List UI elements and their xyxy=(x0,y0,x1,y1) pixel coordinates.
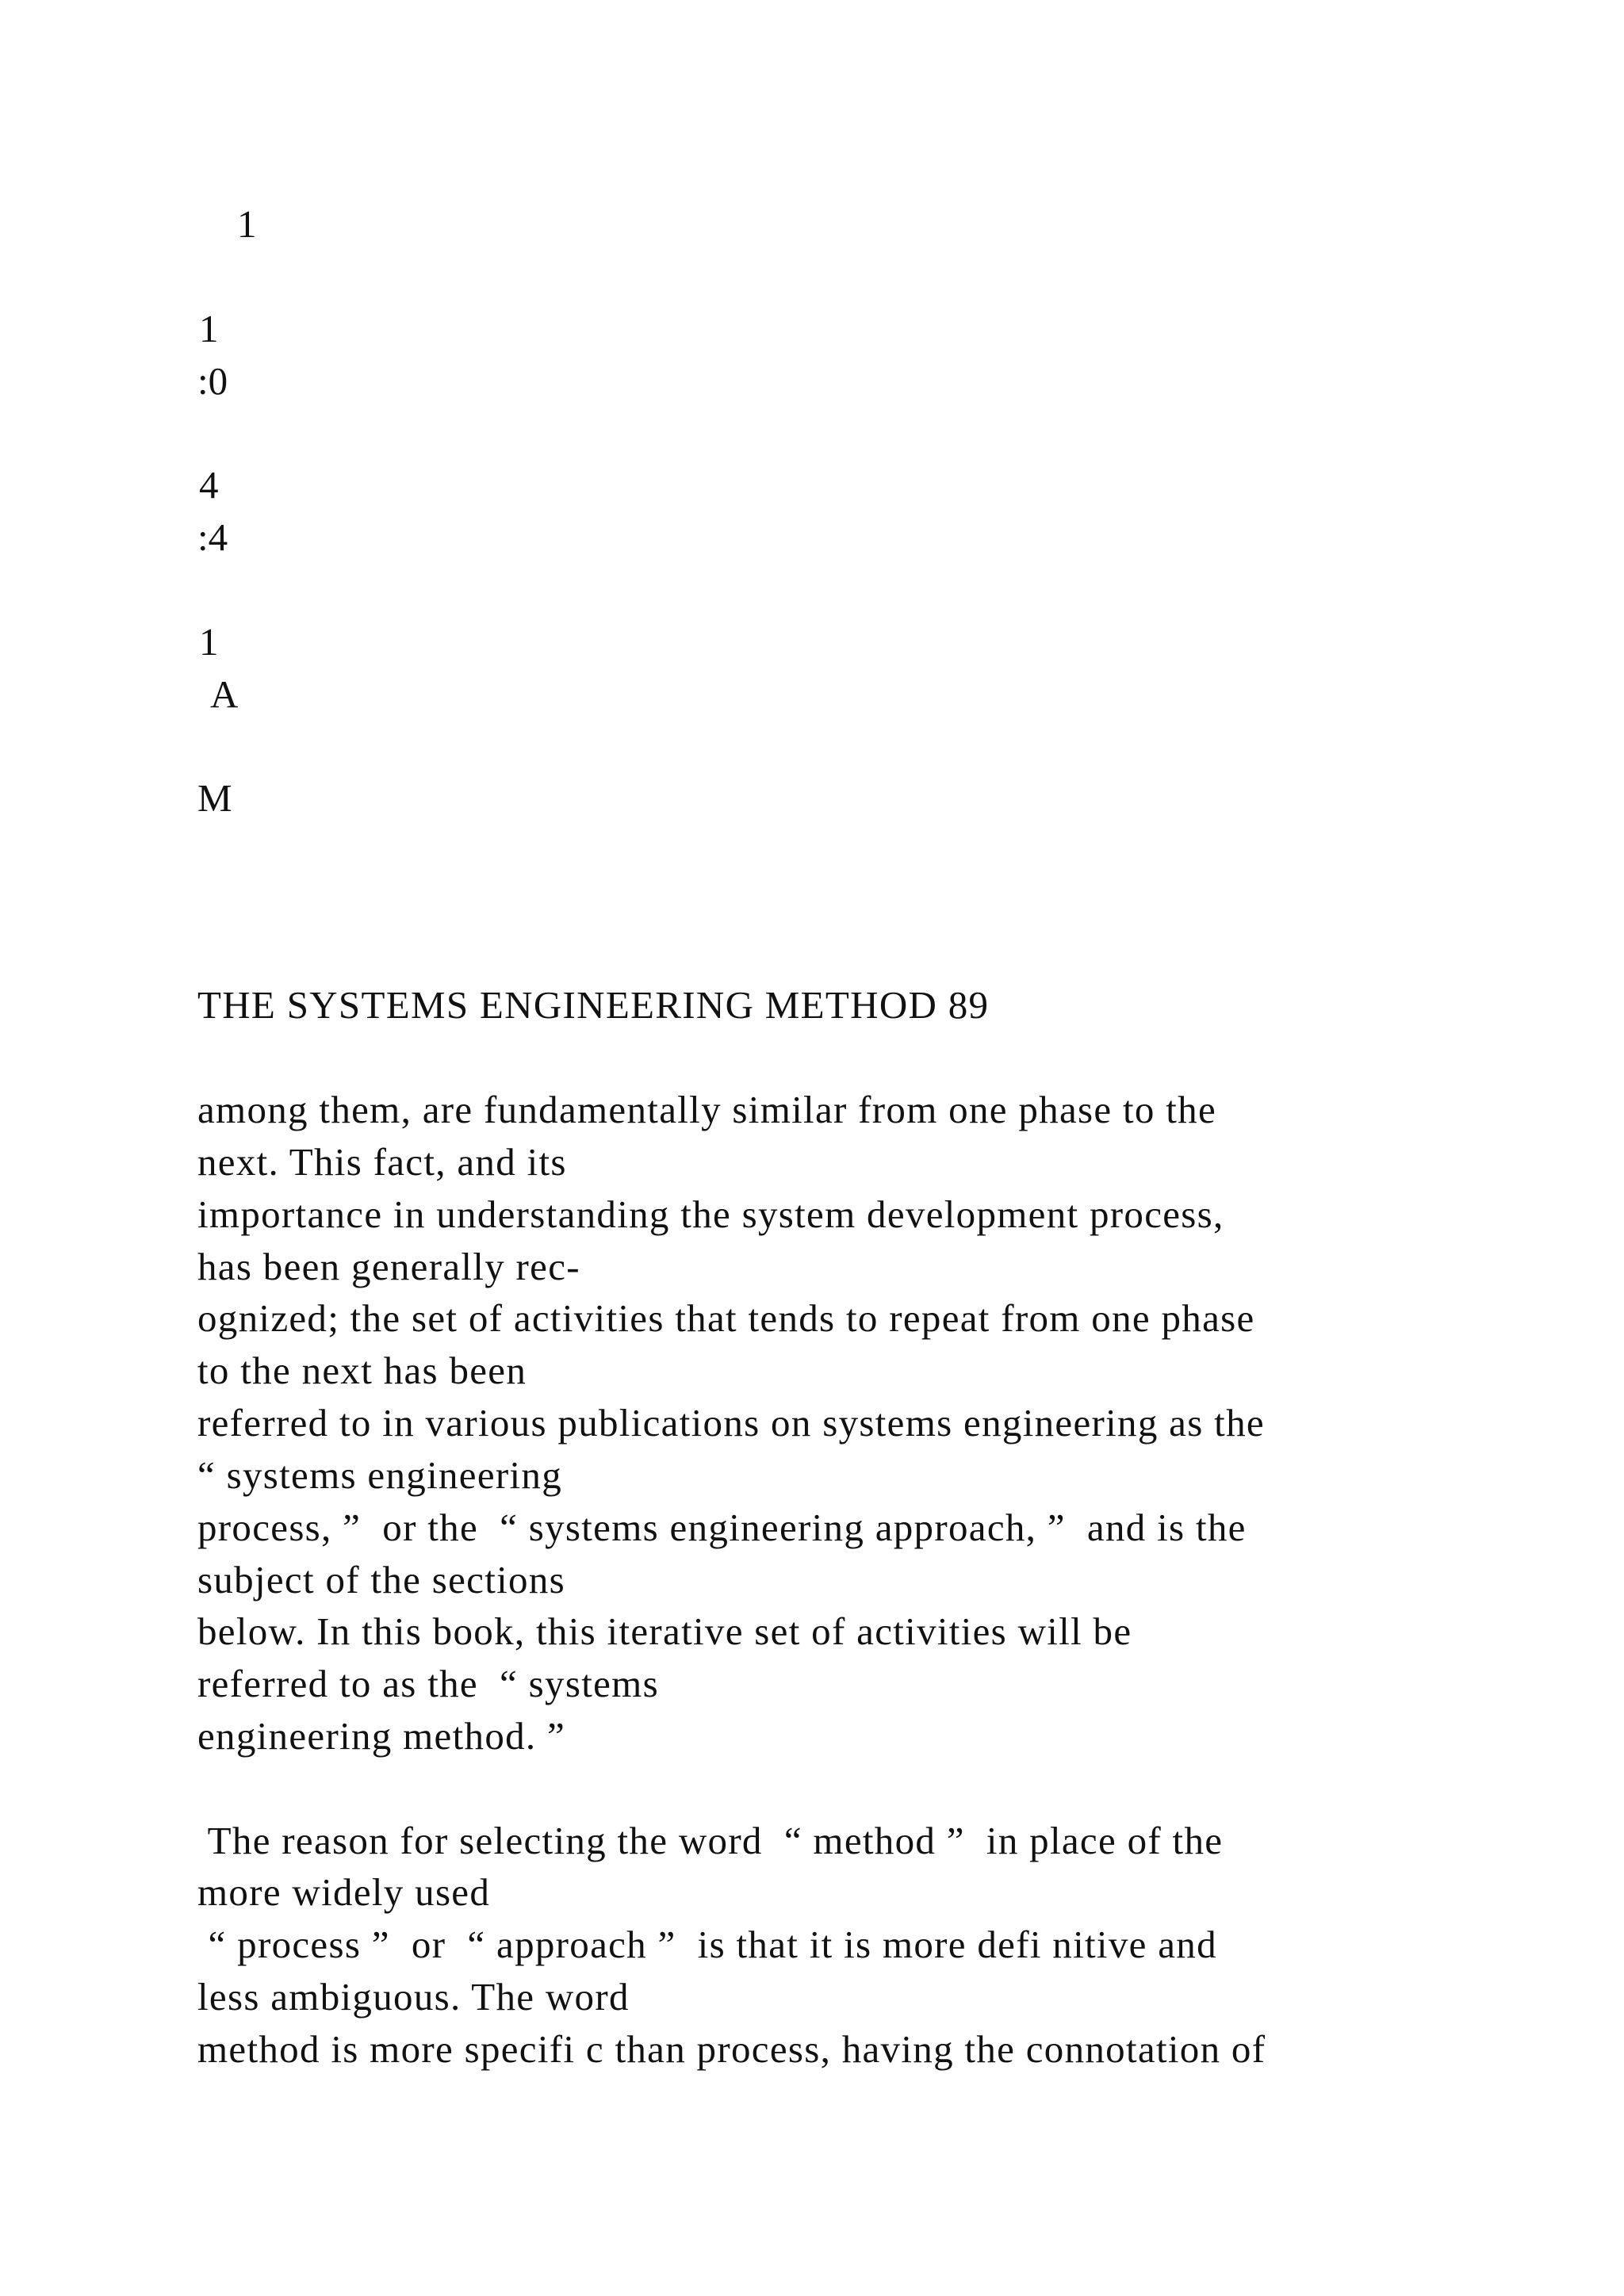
fragment-5: :4 xyxy=(197,515,228,559)
text-line: subject of the sections xyxy=(197,1558,565,1601)
text-line: “ process ” or “ approach ” is that it is more defi nitive and xyxy=(197,1923,1217,1966)
text-line: The reason for selecting the word “ method ” in place of the xyxy=(197,1819,1224,1862)
fragment-3: :0 xyxy=(197,359,228,403)
text-line: to the next has been xyxy=(197,1349,527,1392)
text-line: more widely used xyxy=(197,1870,491,1914)
text-line: engineering method. ” xyxy=(197,1714,566,1758)
running-header: THE SYSTEMS ENGINEERING METHOD 89 xyxy=(197,983,990,1027)
text-line: referred to as the “ systems xyxy=(197,1662,659,1705)
text-line: method is more specifi c than process, having the connotation of xyxy=(197,2027,1266,2071)
fragment-7: A xyxy=(210,672,239,716)
text-line: less ambiguous. The word xyxy=(197,1975,630,2019)
text-line: below. In this book, this iterative set of activities will be xyxy=(197,1609,1132,1653)
text-line: importance in understanding the system development process, xyxy=(197,1192,1224,1236)
text-line: among them, are fundamentally similar from one phase to the xyxy=(197,1088,1216,1131)
fragment-1: 1 xyxy=(237,202,257,246)
text-line: process, ” or the “ systems engineering approach, ” and is the xyxy=(197,1506,1247,1549)
fragment-2: 1 xyxy=(199,307,219,350)
fragment-4: 4 xyxy=(199,463,219,507)
text-line: “ systems engineering xyxy=(197,1453,563,1497)
text-line: referred to in various publications on systems engineering as the xyxy=(197,1401,1265,1445)
text-line: ognized; the set of activities that tends to repeat from one phase xyxy=(197,1296,1255,1340)
text-line: has been generally rec- xyxy=(197,1245,580,1288)
fragment-6: 1 xyxy=(199,620,219,664)
text-line: next. This fact, and its xyxy=(197,1140,567,1184)
fragment-8: M xyxy=(197,776,232,820)
